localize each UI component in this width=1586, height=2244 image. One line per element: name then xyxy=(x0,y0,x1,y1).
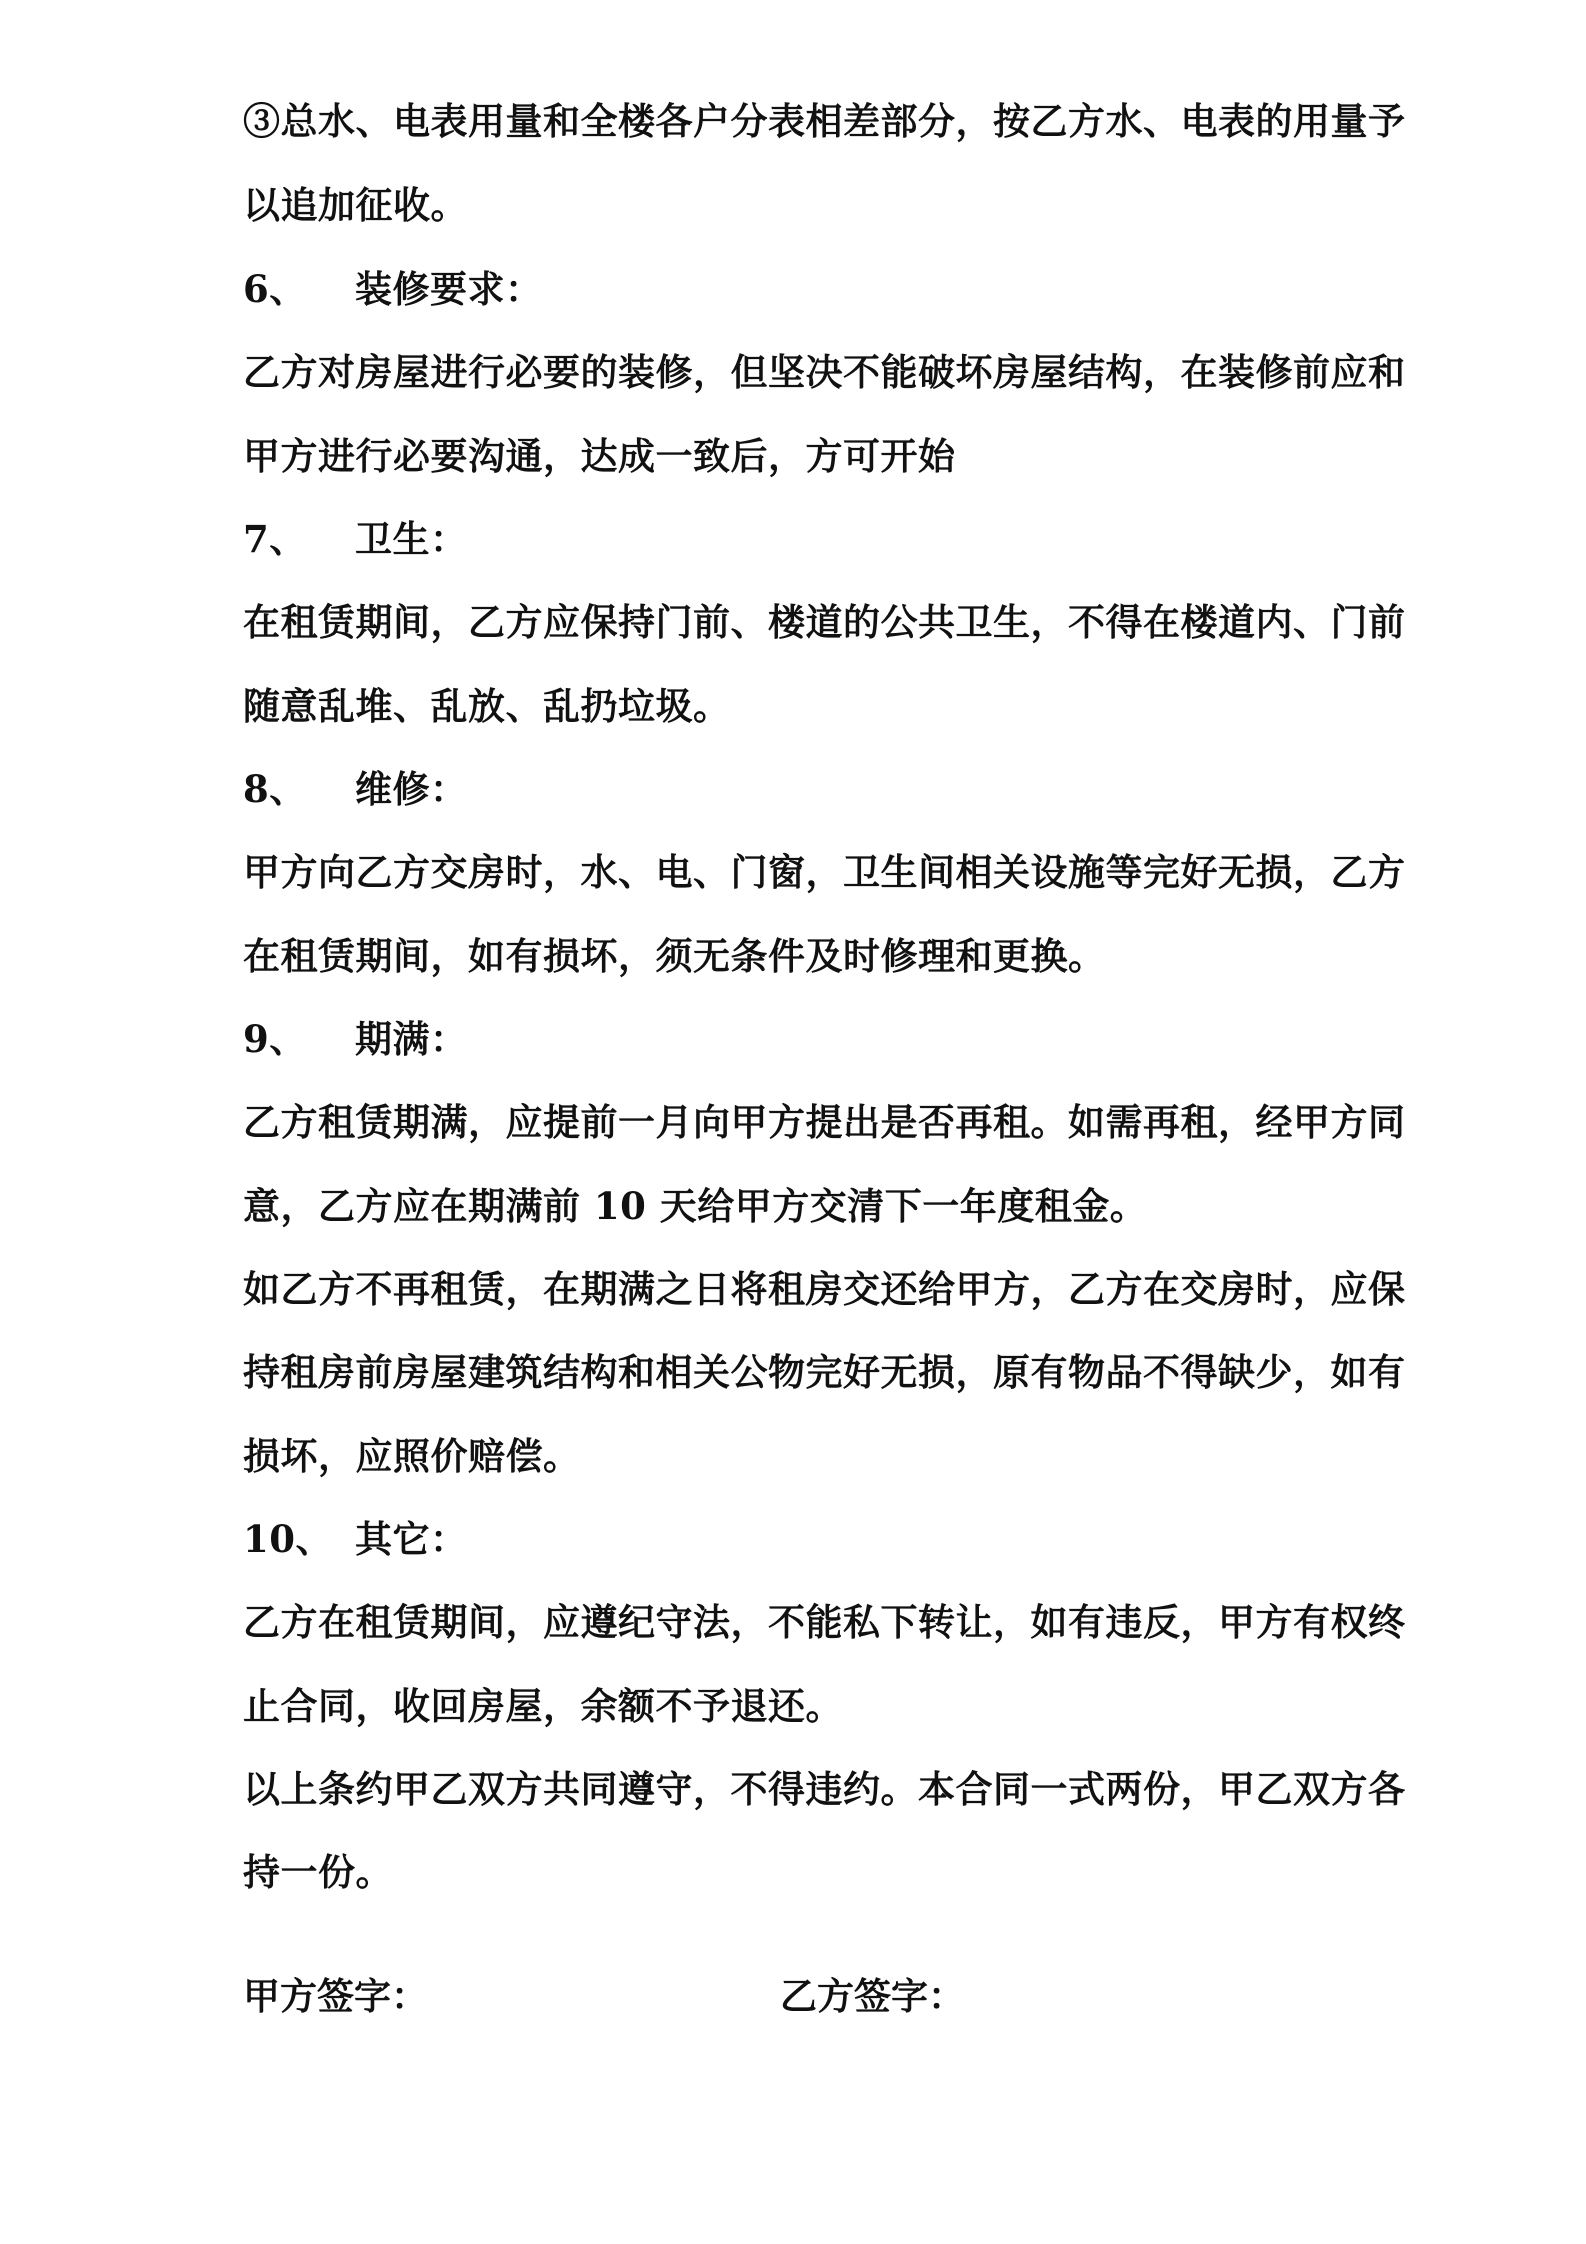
party-b-signature-label: 乙方签字： xyxy=(780,1974,965,2018)
party-a-signature-label: 甲方签字： xyxy=(243,1974,428,2018)
section-8-number: 8、 xyxy=(243,767,307,811)
section-8-body-2: 在租赁期间，如有损坏，须无条件及时修理和更换。 xyxy=(243,934,1106,978)
section-8-title: 维修： xyxy=(355,767,468,811)
section-6-body-2: 甲方进行必要沟通，达成一致后，方可开始 xyxy=(243,434,956,478)
section-7-title: 卫生： xyxy=(355,517,468,561)
section-7-body-2: 随意乱堆、乱放、乱扔垃圾。 xyxy=(243,684,731,728)
section-7-body-1: 在租赁期间，乙方应保持门前、楼道的公共卫生，不得在楼道内、门前 xyxy=(243,600,1406,644)
section-10-heading xyxy=(243,1515,1363,1563)
section-10-title: 其它： xyxy=(355,1517,468,1561)
section-9-body-1: 乙方租赁期满，应提前一月向甲方提出是否再租。如需再租，经甲方同 xyxy=(243,1100,1406,1144)
section-8-body-1: 甲方向乙方交房时，水、电、门窗，卫生间相关设施等完好无损，乙方 xyxy=(243,850,1406,894)
section-10-body-2: 止合同，收回房屋，余额不予退还。 xyxy=(243,1684,843,1728)
section-10-number: 10、 xyxy=(243,1517,333,1561)
section-6-title: 装修要求： xyxy=(355,267,543,311)
section-9-body-2: 意，乙方应在期满前 10 天给甲方交清下一年度租金。 xyxy=(243,1184,1148,1228)
section-9-body-4: 持租房前房屋建筑结构和相关公物完好无损，原有物品不得缺少，如有 xyxy=(243,1350,1406,1394)
section-8-heading xyxy=(243,765,1363,813)
section-9-body-5: 损坏，应照价赔偿。 xyxy=(243,1434,581,1478)
section-10-body-1: 乙方在租赁期间，应遵纪守法，不能私下转让，如有违反，甲方有权终 xyxy=(243,1600,1406,1644)
section-6-heading xyxy=(243,265,1363,313)
section-9-heading xyxy=(243,1015,1363,1063)
section-9-number: 9、 xyxy=(243,1017,307,1061)
section-7-heading xyxy=(243,515,1363,563)
section-9-body-3: 如乙方不再租赁，在期满之日将租房交还给甲方，乙方在交房时，应保 xyxy=(243,1267,1406,1311)
intro-line-1: ③总水、电表用量和全楼各户分表相差部分，按乙方水、电表的用量予 xyxy=(243,99,1406,143)
section-7-number: 7、 xyxy=(243,517,307,561)
section-9-title: 期满： xyxy=(355,1017,468,1061)
intro-line-2: 以追加征收。 xyxy=(243,183,468,227)
section-6-number: 6、 xyxy=(243,267,307,311)
section-10-body-4: 持一份。 xyxy=(243,1850,393,1894)
section-6-body-1: 乙方对房屋进行必要的装修，但坚决不能破坏房屋结构，在装修前应和 xyxy=(243,350,1406,394)
section-10-body-3: 以上条约甲乙双方共同遵守，不得违约。本合同一式两份，甲乙双方各 xyxy=(243,1767,1406,1811)
